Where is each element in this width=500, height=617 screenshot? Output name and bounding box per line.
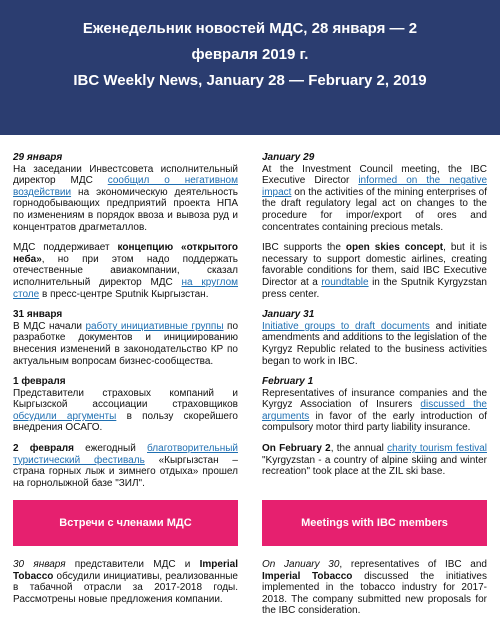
news-link[interactable]: на круглом столе: [13, 276, 239, 300]
news-text: в пользу скорейшего внедрения ОСАГО.: [13, 410, 238, 434]
news-date: On February 2: [262, 443, 331, 455]
news-text: At the Investment Council meeting, the IBC Executive Director: [262, 163, 487, 187]
english-news-column: [262, 152, 487, 487]
news-text: На заседании Инвестсовета исполнительный директор МДС: [13, 163, 238, 187]
news-text: по разработке документов и инициированию внесения изменений в законодательство КР по актуальным вопросам бизнес-сообщества.: [13, 320, 238, 367]
news-item: [13, 152, 238, 233]
news-text: ежегодный: [73, 443, 148, 455]
news-text: «Кыргызстан – страна горных лыж и зимнего отдыха» прошел на горнолыжной базе "ЗИЛ".: [13, 454, 238, 489]
company-name: Imperial Tobacco: [13, 559, 238, 582]
news-link[interactable]: сообщил о негативном воздействии: [13, 175, 238, 198]
news-item: [13, 309, 238, 367]
news-date: 30 января: [13, 559, 66, 570]
russian-news-column: [13, 152, 238, 498]
news-text: в пресс-центре Sputnik Кыргызстан.: [39, 288, 209, 300]
news-text: in the Sputnik Kyrgyzstan press center.: [262, 276, 487, 300]
news-date: 1 февраля: [13, 376, 66, 388]
news-text: and initiate amendments and additions to the legislation of the Kyrgyz Republic related to the business activities began to work in IBC.: [262, 320, 487, 367]
news-item: [13, 443, 238, 489]
news-text: МДС поддерживает: [13, 242, 118, 254]
meeting-item-en: [262, 559, 487, 617]
news-item: [262, 242, 487, 300]
news-text: обсудили инициативы, реализованные в табачной отрасли за 2017-2018 годы. Рассмотрены новые предложения компании.: [13, 570, 238, 605]
news-date: January 31: [262, 309, 315, 321]
news-text: "Kyrgyzstan - a country of alpine skiing and winter recreation" took place at the ZIL ski base.: [262, 454, 487, 478]
news-date: February 1: [262, 376, 314, 388]
news-date: 2 февраля: [13, 443, 74, 455]
news-text: Представители страховых компаний и Кыргызской ассоциации страховщиков: [13, 387, 238, 411]
news-text: , the annual: [330, 443, 388, 455]
title-line-ru-1: Еженедельник новостей МДС, 28 января — 2: [82, 20, 418, 37]
news-link[interactable]: Initiative groups to draft documents: [262, 320, 430, 332]
news-item: [262, 443, 487, 478]
news-date: 29 января: [13, 152, 63, 163]
meetings-banner-en: Meetings with IBC members: [262, 500, 487, 546]
title-line-en: IBC Weekly News, January 28 — February 2, 2019: [73, 72, 427, 89]
meetings-banner-ru: Встречи с членами МДС: [13, 500, 238, 546]
news-item: [13, 242, 238, 300]
news-emphasis: концепцию «открытого неба»: [13, 242, 239, 265]
news-date: On January 30: [262, 559, 340, 570]
news-link[interactable]: обсудили аргументы: [13, 410, 117, 422]
news-link[interactable]: roundtable: [321, 276, 369, 288]
news-date: January 29: [262, 152, 315, 163]
news-link[interactable]: informed on the negative impact: [262, 175, 488, 198]
newsletter-header: [0, 0, 500, 135]
news-text: на экономическую деятельность горнодобывающих предприятий проекта НПА по изменениям в порядок ввоза и вывоза руд и концентратов драгметаллов.: [13, 186, 238, 233]
news-date: 31 января: [13, 309, 63, 321]
title-line-ru-2: февраля 2019 г.: [191, 46, 309, 63]
news-item: [262, 152, 487, 233]
news-item: [13, 376, 238, 434]
news-link[interactable]: discussed the arguments: [262, 399, 487, 422]
company-name: Imperial Tobacco: [262, 570, 353, 582]
news-text: discussed the initiatives implemented in the tobacco industry for 2017-2018. The company submitted new proposals for the IBC consideration.: [262, 570, 487, 617]
news-link[interactable]: charity tourism festival: [387, 443, 487, 455]
news-text: представители МДС и: [65, 559, 200, 570]
news-link[interactable]: работу инициативные группы: [85, 320, 224, 332]
news-text: on the activities of the mining enterprises of the draft regulatory legal act on changes to the procedure for impor/export of ores and concentrates containing precious metals.: [262, 186, 487, 233]
news-emphasis: open skies concept: [345, 242, 444, 254]
news-text: in favor of the early introduction of compulsory motor third party liability insurance.: [262, 410, 487, 434]
news-text: , but it is necessary to support domestic airlines, creating favorable conditions for them, said IBC Executive Director at a: [262, 242, 487, 288]
news-item: [262, 376, 487, 434]
news-text: , representatives of IBC and: [339, 559, 487, 570]
news-item: [262, 309, 487, 367]
news-text: В МДС начали: [13, 320, 86, 332]
news-link[interactable]: благотворительный туристический фестиваль: [13, 443, 238, 466]
meeting-item-ru: [13, 559, 238, 605]
news-text: IBC supports the: [262, 242, 346, 254]
news-text: , но при этом надо поддержать отечественные авиакомпании, сказал исполнительный директор МДС: [13, 253, 238, 288]
news-text: Representatives of insurance companies and the Kyrgyz Association of Insurers: [262, 387, 487, 411]
